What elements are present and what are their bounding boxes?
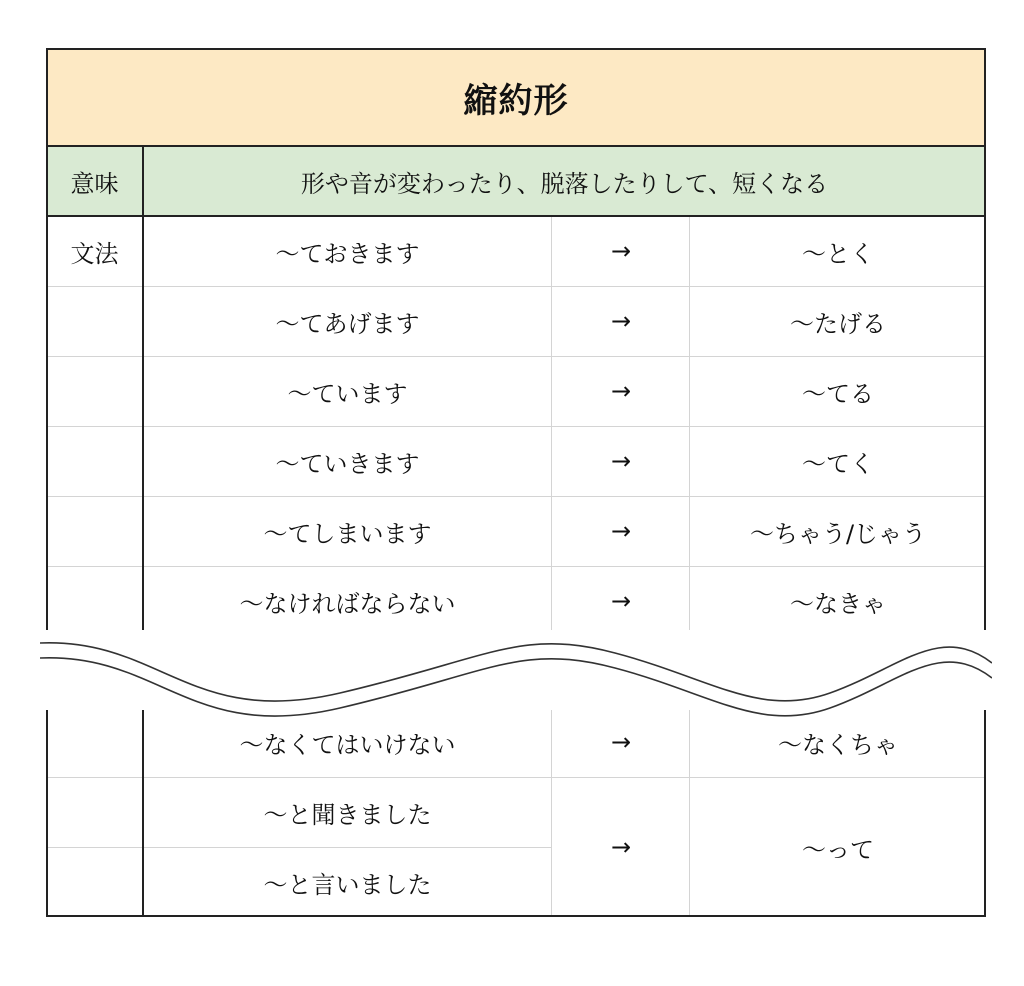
arrow-cell: → [610, 833, 632, 861]
source-form-cell: ～てしまいます [263, 519, 432, 548]
grid-line [46, 496, 986, 497]
arrow-cell: → [610, 307, 632, 335]
grid-line [46, 847, 552, 848]
frame-line [984, 48, 986, 917]
grid-line [46, 777, 986, 778]
source-form-cell: ～なければならない [239, 589, 456, 618]
source-form-cell: ～ています [287, 379, 408, 408]
arrow-cell: → [610, 377, 632, 405]
contracted-form-cell: ～なきゃ [790, 589, 886, 618]
contracted-form-cell: ～とく [802, 239, 874, 268]
contracted-form-cell: ～なくちゃ [778, 730, 898, 759]
contracted-form-cell: ～てる [802, 379, 874, 408]
source-form-cell: ～なくてはいけない [239, 730, 456, 759]
contraction-table [46, 48, 986, 917]
frame-line [46, 145, 986, 147]
frame-line [46, 215, 986, 217]
grid-line [46, 426, 986, 427]
frame-line [46, 48, 48, 917]
arrow-cell: → [610, 517, 632, 545]
grid-line [689, 216, 690, 917]
source-form-cell: ～てあげます [275, 309, 420, 338]
grid-line [46, 286, 986, 287]
contracted-form-cell: ～たげる [790, 309, 886, 338]
source-form-cell: ～と聞きました [263, 800, 432, 829]
frame-line [46, 915, 986, 917]
table-title: 縮約形 [46, 48, 986, 146]
contracted-form-cell: ～てく [802, 449, 874, 478]
arrow-cell: → [610, 447, 632, 475]
meaning-text: 形や音が変わったり、脱落したりして、短くなる [143, 146, 986, 216]
meaning-label: 意味 [46, 146, 143, 216]
grid-line [46, 356, 986, 357]
contracted-form-cell: ～って [802, 835, 874, 864]
wavy-break-line [40, 623, 992, 718]
arrow-cell: → [610, 237, 632, 265]
frame-line [46, 48, 986, 50]
grid-line [46, 566, 986, 567]
source-form-cell: ～ていきます [275, 449, 420, 478]
grid-line [551, 216, 552, 917]
grammar-label: 文法 [70, 239, 119, 268]
arrow-cell: → [610, 587, 632, 615]
source-form-cell: ～と言いました [263, 870, 432, 899]
arrow-cell: → [610, 728, 632, 756]
frame-line [142, 146, 144, 917]
contracted-form-cell: ～ちゃう/じゃう [749, 519, 927, 548]
source-form-cell: ～ておきます [275, 239, 420, 268]
